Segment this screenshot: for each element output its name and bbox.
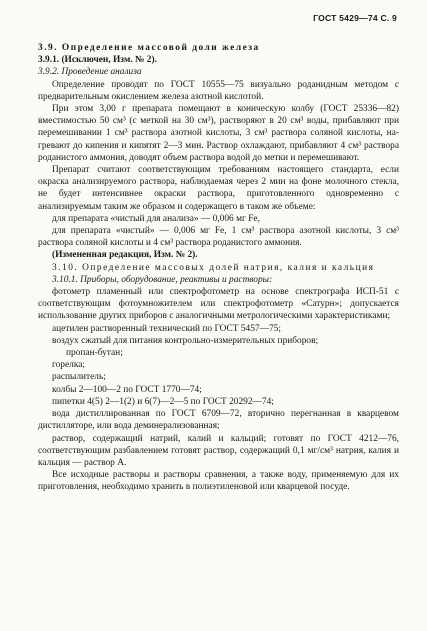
paragraph: пипетки 4(5) 2—1(2) и 6(7)—2—5 по ГОСТ 20292—74; bbox=[52, 396, 274, 407]
paragraph: для препарата «чистый» — 0,006 мг Fe, 1 см³ раствора азотной кислоты, 3 см³ раствора соляной кислоты и 4 см³ раствора роданистого аммония. bbox=[38, 226, 399, 249]
paragraph: (Измененная редакция, Изм. № 2). bbox=[52, 250, 198, 261]
paragraph: 3.10. Определение массовых долей натрия, калия и кальция bbox=[52, 262, 375, 273]
paragraph: Препарат считают соответствующим требованиям настоящего стандарта, если окраска анализируемого раствора, наблюдаемая через 2 мин на фоне молочного стекла, не будет интенсивнее окраски раствора, приготовленного одновременно с анализируемым таким же образом и содержащего в таком же объеме: bbox=[38, 165, 399, 212]
paragraph: раствор, содержащий натрий, калий и кальций; готовят по ГОСТ 4212—76, соответствующим разбавлением готовят раствор, содержащий 0,1 мг/см³ натрия, калия и кальция — раствор А. bbox=[38, 433, 399, 468]
paragraph: ацетилен растворенный технический по ГОСТ 5457—75; bbox=[52, 323, 281, 334]
paragraph: 3.10.1. Приборы, оборудование, реактивы и растворы: bbox=[52, 274, 273, 285]
document-body bbox=[38, 42, 399, 494]
paragraph: 3.9.2. Проведение анализа bbox=[38, 67, 142, 78]
paragraph: для препарата «чистый для анализа» — 0,006 мг Fe, bbox=[52, 213, 260, 224]
paragraph: Определение проводят по ГОСТ 10555—75 визуально роданидным методом с предварительным окислением железа азотной кислотой. bbox=[38, 79, 399, 102]
paragraph: пропан-бутан; bbox=[66, 348, 123, 359]
paragraph: 3.9. Определение массовой доли железа bbox=[38, 43, 260, 53]
paragraph: горелка; bbox=[52, 360, 86, 371]
paragraph: фотометр пламенный или спектрофотометр на основе спектрографа ИСП-51 с соответствующим фотоумножителем или спектрофотометр «Сатурн»; допускается использование других приборов с аналогичными метрологическими характеристиками; bbox=[38, 287, 399, 322]
paragraph: распылитель; bbox=[52, 372, 106, 383]
paragraph: Все исходные растворы и растворы сравнения, а также воду, применяемую для их приготовления, необходимо хранить в полиэтиленовой или кварцевой посуде. bbox=[38, 470, 399, 493]
page-header: ГОСТ 5429—74 С. 9 bbox=[313, 13, 397, 23]
paragraph: вода дистиллированная по ГОСТ 6709—72, вторично перегнанная в кварцевом дистилляторе, или вода деминерализованная; bbox=[38, 409, 399, 432]
paragraph: колбы 2—100—2 по ГОСТ 1770—74; bbox=[52, 384, 202, 395]
paragraph: воздух сжатый для питания контрольно-измерительных приборов; bbox=[52, 335, 319, 346]
paragraph: 3.9.1. (Исключен, Изм. № 2). bbox=[38, 55, 157, 66]
paragraph: При этом 3,00 г препарата помещают в коническую колбу (ГОСТ 25336—82) вместимостью 50 см³ (с меткой на 30 см³), растворяют в 20 см³ воды, прибавляют при перемешивании 1 см³ раствора азотной кислоты, 3 см³ раствора соляной кислоты, нагревают до кипения и кипятят 2—3 мин. Раствор охлаждают, прибавляют 4 см³ раствора роданистого аммония, доводят объем раствора водой до метки и перемешивают. bbox=[38, 104, 399, 163]
